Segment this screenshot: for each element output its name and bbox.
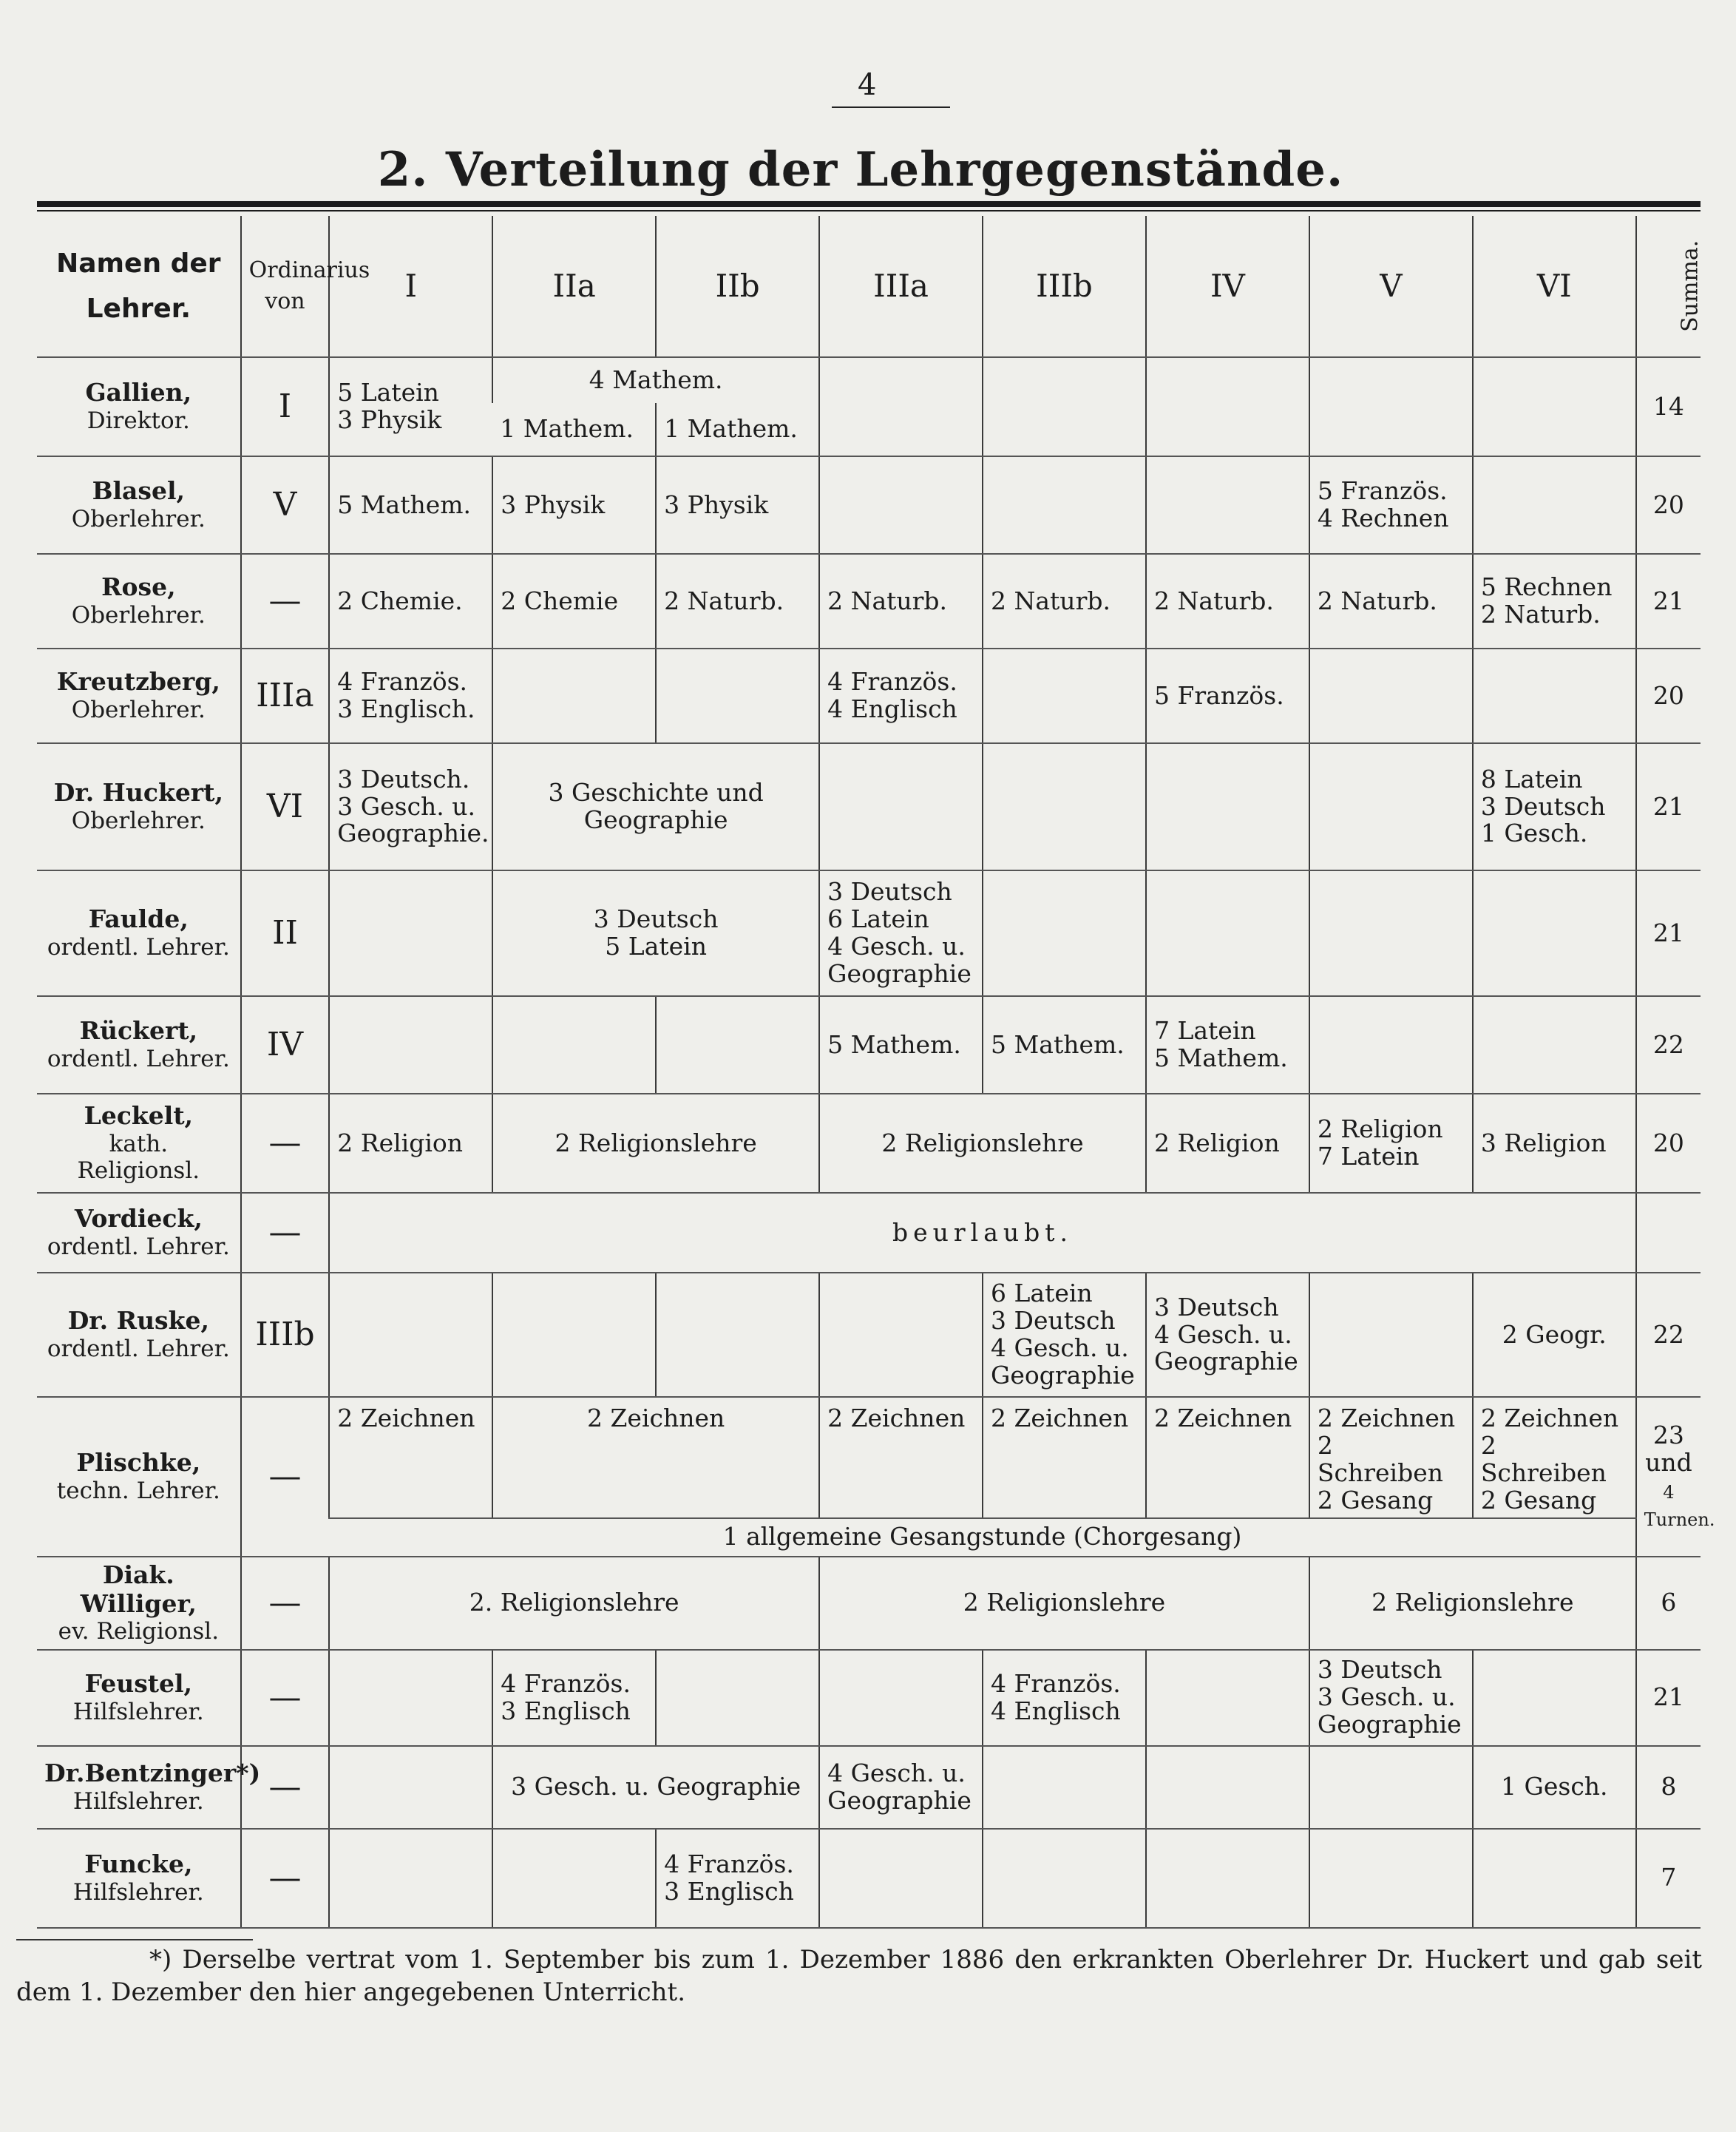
table-row [37,1397,1701,1518]
cell-IIa: 3 Physik [492,456,656,554]
summa-cell: 21 [1636,554,1701,649]
cell-IIa-IIb: 2 Religionslehre [492,1094,819,1193]
cell-chorgesang: 1 allgemeine Gesangstunde (Chorgesang) [329,1518,1636,1557]
table-row [37,1193,1701,1273]
teacher-name: Plischke, techn. Lehrer. [37,1397,241,1557]
cell-IV: 7 Latein 5 Mathem. [1146,996,1309,1094]
table-row [37,870,1701,996]
cell-IV [1146,1746,1309,1829]
cell-IV: 3 Deutsch 4 Gesch. u. Geographie [1146,1273,1309,1397]
cell-I [329,1746,492,1829]
summa-cell: 22 [1636,1273,1701,1397]
header-class-IV: IV [1146,216,1309,357]
cell-IIIa: 5 Mathem. [819,996,983,1094]
cell-V [1309,1273,1473,1397]
cell-I: 2 Zeichnen [329,1397,492,1518]
header-names: Namen der Lehrer. [37,216,241,357]
cell-IIIb: 2 Naturb. [983,554,1146,649]
cell-IIa-IIb: 3 Geschichte und Geographie [492,743,819,870]
summa-cell: 23 und 4 Turnen. [1636,1397,1701,1557]
cell-V [1309,870,1473,996]
cell-I-IIb: 2. Religionslehre [329,1557,819,1650]
cell-IIIa: 2 Naturb. [819,554,983,649]
table-row [37,743,1701,870]
cell-IIa [492,996,656,1094]
ordinarius-cell: — [241,554,330,649]
cell-IIa [492,1829,656,1928]
cell-IIb: 1 Mathem. [656,403,819,456]
cell-V: 5 Französ. 4 Rechnen [1309,456,1473,554]
top-rule-thin [37,210,1701,211]
table-row [37,649,1701,743]
cell-IIa-IIb: 3 Deutsch 5 Latein [492,870,819,996]
ordinarius-cell: V [241,456,330,554]
cell-IIIb [983,1829,1146,1928]
cell-IIIa [819,743,983,870]
cell-V: 2 Naturb. [1309,554,1473,649]
table-row [37,554,1701,649]
summa-cell: 21 [1636,743,1701,870]
cell-IIIa: 4 Gesch. u. Geographie [819,1746,983,1829]
cell-IIb [656,1273,819,1397]
table-row [37,357,1701,403]
summa-cell [1636,1193,1701,1273]
cell-I: 2 Religion [329,1094,492,1193]
cell-VI [1473,649,1636,743]
cell-IV [1146,870,1309,996]
cell-IV: 2 Zeichnen [1146,1397,1309,1518]
summa-cell: 14 [1636,357,1701,456]
cell-VI: 1 Gesch. [1473,1746,1636,1829]
cell-I [329,996,492,1094]
cell-VI: 2 Zeichnen 2 Schreiben 2 Gesang [1473,1397,1636,1518]
cell-VI: 3 Religion [1473,1094,1636,1193]
cell-IIIb [983,649,1146,743]
page-number-rule [832,106,950,108]
cell-IIIa [819,1273,983,1397]
table-row [37,1829,1701,1928]
cell-V: 2 Zeichnen 2 Schreiben 2 Gesang [1309,1397,1473,1518]
cell-IIIb [983,870,1146,996]
ordinarius-cell: — [241,1193,330,1273]
summa-cell: 20 [1636,1094,1701,1193]
header-class-I: I [329,216,492,357]
cell-VI: 8 Latein 3 Deutsch 1 Gesch. [1473,743,1636,870]
header-class-V: V [1309,216,1473,357]
cell-V-VI: 2 Religionslehre [1309,1557,1636,1650]
table-row [37,1746,1701,1829]
table-row [37,1557,1701,1650]
cell-IIa: 2 Chemie [492,554,656,649]
cell-VI: 2 Geogr. [1473,1273,1636,1397]
cell-VI [1473,996,1636,1094]
cell-I: 3 Deutsch. 3 Gesch. u. Geographie. [329,743,492,870]
summa-cell: 8 [1636,1746,1701,1829]
cell-IV: 5 Französ. [1146,649,1309,743]
cell-IIb [656,649,819,743]
cell-IIIa [819,1650,983,1746]
cell-VI [1473,1829,1636,1928]
cell-I: 5 Mathem. [329,456,492,554]
teacher-name: Rückert, ordentl. Lehrer. [37,996,241,1094]
table-row [37,1650,1701,1746]
cell-IIb: 2 Naturb. [656,554,819,649]
table-row [37,1094,1701,1193]
teacher-name: Faulde, ordentl. Lehrer. [37,870,241,996]
ordinarius-cell: — [241,1829,330,1928]
cell-V [1309,357,1473,456]
cell-IIIa: 3 Deutsch 6 Latein 4 Gesch. u. Geographie [819,870,983,996]
cell-VI [1473,1650,1636,1746]
cell-V: 2 Religion 7 Latein [1309,1094,1473,1193]
cell-IV [1146,456,1309,554]
cell-IIIa: 4 Französ. 4 Englisch [819,649,983,743]
cell-IIIb [983,456,1146,554]
header-class-VI: VI [1473,216,1636,357]
header-ordinarius: Ordinarius von [241,216,330,357]
teacher-name: Blasel, Oberlehrer. [37,456,241,554]
cell-IIIb [983,1746,1146,1829]
cell-V [1309,649,1473,743]
cell-IV [1146,357,1309,456]
cell-V: 3 Deutsch 3 Gesch. u. Geographie [1309,1650,1473,1746]
header-row [37,216,1701,357]
ordinarius-cell: II [241,870,330,996]
summa-cell: 20 [1636,456,1701,554]
teacher-name: Dr.Bentzinger*) Hilfslehrer. [37,1746,241,1829]
ordinarius-cell: VI [241,743,330,870]
cell-IIb [656,1650,819,1746]
teacher-name: Funcke, Hilfslehrer. [37,1829,241,1928]
cell-IIa: 1 Mathem. [492,403,656,456]
cell-IIb: 3 Physik [656,456,819,554]
cell-VI [1473,870,1636,996]
cell-IIIa [819,357,983,456]
page-number: 4 [858,68,877,102]
cell-IV [1146,743,1309,870]
cell-IIIa [819,456,983,554]
cell-VI [1473,357,1636,456]
cell-beurlaubt: beurlaubt. [329,1193,1636,1273]
cell-IIb: 4 Französ. 3 Englisch [656,1829,819,1928]
summa-cell: 6 [1636,1557,1701,1650]
teacher-name: Dr. Huckert, Oberlehrer. [37,743,241,870]
table-row [37,1273,1701,1397]
cell-I: 4 Französ. 3 Englisch. [329,649,492,743]
ordinarius-cell: — [241,1650,330,1746]
cell-IV [1146,1650,1309,1746]
cell-I [329,1650,492,1746]
cell-IV: 2 Religion [1146,1094,1309,1193]
cell-I [329,1829,492,1928]
cell-I: 5 Latein 3 Physik [329,357,492,456]
cell-IIIb: 5 Mathem. [983,996,1146,1094]
ordinarius-cell: — [241,1746,330,1829]
cell-IIa-IIb: 3 Gesch. u. Geographie [492,1746,819,1829]
cell-V [1309,743,1473,870]
cell-I [329,870,492,996]
cell-VI: 5 Rechnen 2 Naturb. [1473,554,1636,649]
header-class-IIIb: IIIb [983,216,1146,357]
ordinarius-cell: — [241,1557,330,1650]
cell-V [1309,1746,1473,1829]
cell-IIb [656,996,819,1094]
cell-IV [1146,1829,1309,1928]
teacher-name: Dr. Ruske, ordentl. Lehrer. [37,1273,241,1397]
cell-IIIb [983,743,1146,870]
cell-IIIb: 2 Zeichnen [983,1397,1146,1518]
header-summa: Summa. [1636,216,1701,357]
cell-IIIa-IIIb: 2 Religionslehre [819,1094,1146,1193]
cell-IIa [492,649,656,743]
footnote: *) Derselbe vertrat vom 1. September bis zum 1. Dezember 1886 den erkrankten Oberlehrer Dr. Huckert und gab seit dem 1. Dezember den hier angegebenen Unterricht. [16,1945,1702,2008]
cell-V [1309,1829,1473,1928]
cell-IV: 2 Naturb. [1146,554,1309,649]
cell-IIa [492,1273,656,1397]
ordinarius-cell: — [241,1094,330,1193]
header-class-IIa: IIa [492,216,656,357]
summa-cell: 22 [1636,996,1701,1094]
cell-IIIa-IV: 2 Religionslehre [819,1557,1309,1650]
distribution-table [37,216,1715,1929]
teacher-name: Diak. Williger, ev. Religionsl. [37,1557,241,1650]
summa-cell: 20 [1636,649,1701,743]
summa-cell: 7 [1636,1829,1701,1928]
header-class-IIb: IIb [656,216,819,357]
ordinarius-cell: I [241,357,330,456]
teacher-name: Feustel, Hilfslehrer. [37,1650,241,1746]
ordinarius-cell: IIIa [241,649,330,743]
table-row [37,996,1701,1094]
ordinarius-cell: IV [241,996,330,1094]
header-class-IIIa: IIIa [819,216,983,357]
teacher-name: Gallien, Direktor. [37,357,241,456]
summa-cell: 21 [1636,1650,1701,1746]
teacher-name: Kreutzberg, Oberlehrer. [37,649,241,743]
cell-IIIa [819,1829,983,1928]
cell-IIIb: 6 Latein 3 Deutsch 4 Gesch. u. Geographie [983,1273,1146,1397]
cell-VI [1473,456,1636,554]
cell-IIIb: 4 Französ. 4 Englisch [983,1650,1146,1746]
cell-I: 2 Chemie. [329,554,492,649]
table-row [37,456,1701,554]
footnote-rule [16,1939,253,1940]
page-title: 2. Verteilung der Lehrgegenstände. [377,142,1344,197]
cell-IIIb [983,357,1146,456]
teacher-name: Leckelt, kath. Religionsl. [37,1094,241,1193]
cell-I [329,1273,492,1397]
cell-IIa: 4 Französ. 3 Englisch [492,1650,656,1746]
cell-V [1309,996,1473,1094]
cell-IIa-IIb: 4 Mathem. [492,357,819,403]
ordinarius-cell: — [241,1397,330,1557]
cell-IIIa: 2 Zeichnen [819,1397,983,1518]
cell-IIa-IIb: 2 Zeichnen [492,1397,819,1518]
ordinarius-cell: IIIb [241,1273,330,1397]
summa-cell: 21 [1636,870,1701,996]
teacher-name: Vordieck, ordentl. Lehrer. [37,1193,241,1273]
top-rule [37,201,1701,207]
teacher-name: Rose, Oberlehrer. [37,554,241,649]
